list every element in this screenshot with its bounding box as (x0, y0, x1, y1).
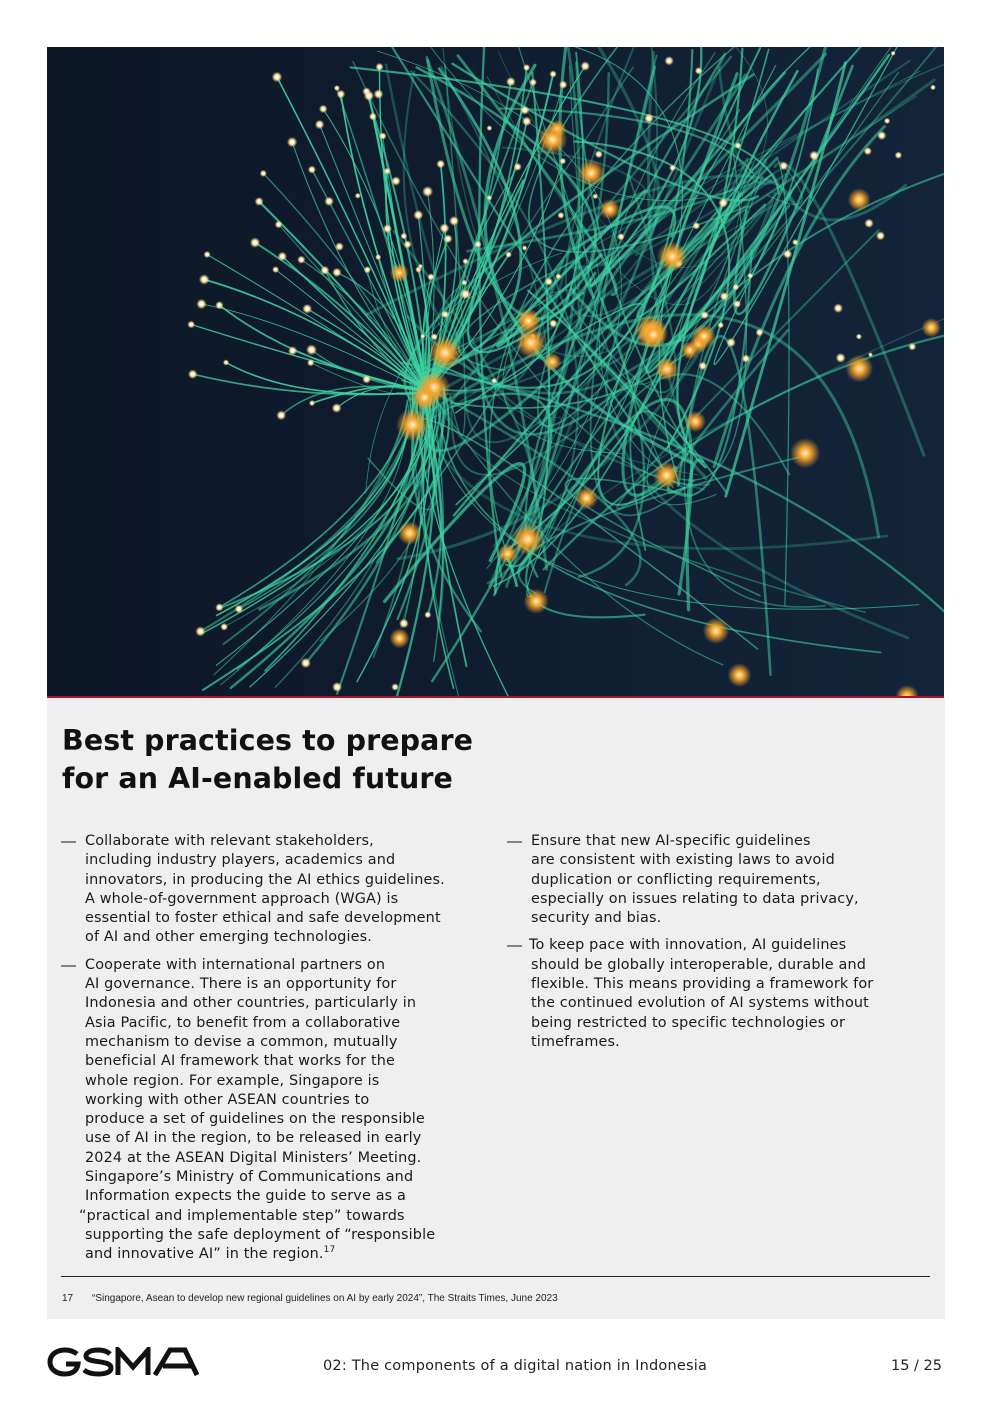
bullet-line: should be globally interoperable, durable and (531, 956, 867, 973)
glow-node (580, 61, 590, 71)
glow-node (444, 234, 453, 243)
bullet-line: Indonesia and other countries, particularly in (85, 995, 417, 1012)
glow-node (747, 273, 753, 279)
bullet-line: 2024 at the ASEAN Digital Ministers’ Meeting. (85, 1149, 422, 1166)
bullet-line: are consistent with existing laws to avoid (531, 852, 835, 869)
glow-node (516, 328, 546, 358)
bullet-line: especially on issues relating to data privacy, (531, 890, 859, 907)
footnote-divider (61, 1276, 930, 1277)
bullet-line: innovators, in producing the AI ethics guidelines. (85, 871, 445, 888)
glow-node (549, 70, 556, 77)
glow-node (196, 299, 206, 309)
glow-node (297, 256, 305, 264)
glow-node (735, 142, 742, 149)
bullet-line: beneficial AI framework that works for the (85, 1053, 396, 1070)
bullet-line: A whole-of-government approach (WGA) is (85, 890, 399, 907)
bullet-line: produce a set of guidelines on the responsible (85, 1111, 425, 1128)
bullet-line: Information expects the guide to serve as a (85, 1188, 407, 1205)
glow-node (427, 273, 434, 280)
glow-node (845, 355, 873, 383)
glow-node (420, 334, 425, 339)
footnote-reference[interactable]: 17 (323, 1245, 336, 1256)
glow-node (315, 120, 325, 130)
glow-node (332, 682, 342, 692)
glow-node (560, 158, 567, 165)
glow-node (538, 125, 568, 155)
glow-node (384, 168, 391, 175)
glow-node (732, 284, 739, 291)
glow-node (895, 152, 902, 159)
glow-node (703, 618, 729, 644)
bullet-line: essential to foster ethical and safe development (85, 910, 441, 927)
bullet-line: the continued evolution of AI systems without (531, 995, 869, 1012)
glow-node (307, 359, 314, 366)
glow-node (809, 151, 819, 161)
glow-node (441, 310, 449, 318)
glow-node (487, 195, 493, 201)
glow-node (404, 240, 412, 248)
bullet-line: use of AI in the region, to be released in early (85, 1130, 422, 1147)
glow-node (856, 334, 862, 340)
glow-node (742, 354, 751, 363)
glow-node (424, 611, 431, 618)
heading-line-2: for an AI-enabled future (62, 762, 453, 795)
bullet-line: Ensure that new AI-specific guidelines (531, 833, 811, 849)
bullet-dash: — (507, 937, 522, 955)
glow-node (302, 304, 312, 314)
bullet-line: Asia Pacific, to benefit from a collaborative (85, 1014, 401, 1031)
glow-node (364, 91, 374, 101)
left-column (61, 832, 501, 1273)
glow-node (728, 663, 752, 687)
glow-node (930, 85, 936, 91)
footnote-number: 17 (62, 1293, 74, 1304)
bullet-ensure-consistency (507, 832, 927, 928)
glow-node (543, 353, 561, 371)
glow-node (505, 251, 512, 258)
glow-node (545, 278, 553, 286)
glow-node (188, 369, 198, 379)
glow-node (592, 193, 598, 199)
glow-node (700, 311, 708, 319)
bullet-dash: — (61, 956, 76, 974)
glow-node (383, 224, 392, 233)
bullet-line: of AI and other emerging technologies. (85, 929, 373, 946)
glow-node (720, 292, 729, 301)
glow-node (260, 170, 267, 177)
glow-node (309, 400, 315, 406)
glow-node (506, 77, 516, 87)
gsma-logo[interactable] (47, 1347, 199, 1377)
glow-node (308, 166, 316, 174)
glow-node (600, 199, 620, 219)
glow-node (418, 264, 423, 269)
glow-node (783, 249, 792, 258)
glow-node (718, 198, 728, 208)
glow-node (559, 81, 567, 89)
bullet-line-text: and innovative AI” in the region. (85, 1246, 324, 1263)
bullet-line: duplication or conflicting requirements, (531, 871, 821, 888)
bullet-line: Collaborate with relevant stakeholders, (85, 833, 374, 849)
bullet-line-last (85, 1245, 501, 1264)
glow-node (319, 105, 328, 114)
bullet-line: whole region. For example, Singapore is (85, 1072, 380, 1089)
glow-node (664, 56, 673, 65)
glow-node (884, 118, 890, 124)
bullet-line: Singapore’s Ministry of Communications and (85, 1169, 414, 1186)
glow-node (779, 161, 788, 170)
page-number: 15 / 25 (890, 1358, 942, 1374)
footnote-text: “Singapore, Asean to develop new regional guidelines on AI by early 2024”, The Straits Times, June 2023 (92, 1293, 558, 1304)
glow-node (306, 344, 317, 355)
glow-node (332, 268, 341, 277)
glow-node (848, 188, 871, 211)
glow-node (891, 51, 896, 56)
glow-node (520, 106, 529, 115)
bullet-keep-pace (507, 936, 927, 1052)
glow-node (272, 72, 283, 83)
glow-node (320, 266, 329, 275)
glow-node (868, 352, 873, 357)
glow-node (324, 197, 334, 207)
glow-node (235, 605, 244, 614)
glow-node (695, 67, 703, 75)
glow-node (639, 320, 668, 349)
bullet-line: supporting the safe deployment of “responsible (85, 1226, 436, 1243)
right-column (507, 832, 927, 1060)
glow-node (595, 150, 603, 158)
glow-node (474, 241, 481, 248)
glow-node (549, 319, 557, 327)
glow-node (374, 89, 384, 99)
glow-node (692, 324, 716, 348)
glow-node (726, 338, 736, 348)
glow-node (461, 280, 467, 286)
glow-node (215, 301, 223, 309)
glow-node (288, 346, 297, 355)
glow-node (864, 219, 873, 228)
glow-node (653, 462, 680, 489)
glow-node (644, 114, 654, 124)
glow-node (287, 137, 297, 147)
glow-node (692, 222, 700, 230)
bullet-dash: — (507, 833, 522, 850)
glow-node (220, 623, 228, 631)
glow-node (578, 159, 605, 186)
glow-node (836, 353, 846, 363)
glow-node (195, 626, 205, 636)
bullet-line: mechanism to devise a common, mutually (85, 1033, 398, 1050)
glow-node (278, 252, 287, 261)
bullet-line: being restricted to specific technologies or (531, 1014, 846, 1031)
glow-node (555, 273, 561, 279)
glow-node (396, 408, 429, 441)
glow-node (375, 63, 383, 71)
glow-node (699, 362, 708, 371)
glow-node (275, 221, 283, 229)
glow-node (756, 328, 764, 336)
bullet-line: working with other ASEAN countries to (85, 1091, 370, 1108)
glow-node (335, 242, 344, 251)
content-panel (47, 698, 945, 1319)
glow-node (391, 683, 399, 691)
glow-node (375, 254, 381, 260)
bullet-line: AI governance. There is an opportunity for (85, 976, 397, 993)
glow-node (422, 186, 433, 197)
glow-node (223, 359, 229, 365)
neural-network-illustration (47, 47, 944, 698)
glow-node (411, 384, 438, 411)
glow-node (529, 79, 537, 87)
glow-node (187, 321, 195, 329)
glow-node (276, 410, 286, 420)
glow-node (523, 64, 530, 71)
glow-node (524, 589, 549, 614)
glow-node (491, 378, 497, 384)
glow-node (428, 336, 462, 370)
heading-line-1: Best practices to prepare (62, 724, 474, 757)
glow-node (922, 318, 941, 337)
footer-section-title: 02: The components of a digital nation in Indonesia (323, 1358, 708, 1374)
bullet-line: Cooperate with international partners on (85, 956, 386, 973)
glow-node (334, 85, 340, 91)
glow-node (400, 233, 407, 240)
glow-node (272, 266, 279, 273)
glow-node (436, 160, 445, 169)
glow-node (514, 163, 522, 171)
glow-node (733, 300, 741, 308)
glow-node (399, 619, 409, 629)
glow-node (790, 438, 820, 468)
section-heading (62, 722, 582, 798)
glow-node (833, 303, 843, 313)
glow-node (390, 263, 409, 282)
glow-node (657, 241, 687, 271)
glow-node (685, 411, 706, 432)
bullet-line: security and bias. (531, 910, 662, 927)
glow-node (413, 210, 423, 220)
glow-node (669, 164, 676, 171)
glow-node (390, 628, 410, 648)
bullet-line: timeframes. (531, 1033, 620, 1050)
bullet-dash: — (61, 833, 76, 850)
glow-node (379, 132, 387, 140)
glow-node (398, 521, 422, 545)
glow-node (355, 193, 361, 199)
glow-node (462, 258, 468, 264)
glow-node (204, 251, 211, 258)
bullet-line: flexible. This means providing a framework for (531, 976, 874, 993)
glow-node (250, 237, 260, 247)
glow-node (522, 117, 532, 127)
glow-node (449, 216, 459, 226)
bullet-line: including industry players, academics and (85, 852, 396, 869)
glow-node (655, 357, 678, 380)
footnote (62, 1293, 558, 1304)
glow-node (876, 231, 885, 240)
glow-node (792, 239, 798, 245)
glow-node (512, 523, 544, 555)
glow-node (215, 603, 223, 611)
glow-node (908, 343, 916, 351)
glow-node (391, 176, 400, 185)
glow-node (487, 125, 493, 131)
glow-node (332, 403, 342, 413)
glow-node (877, 131, 886, 140)
glow-node (199, 274, 210, 285)
hero-image (47, 47, 944, 698)
glow-node (362, 375, 371, 384)
glow-node (617, 233, 624, 240)
glow-node (864, 147, 872, 155)
bullet-cooperate-international (61, 956, 501, 1265)
glow-node (301, 658, 311, 668)
glow-node (522, 245, 527, 250)
glow-node (460, 289, 470, 299)
glow-node (439, 223, 449, 233)
bullet-line: To keep pace with innovation, AI guidelines (529, 937, 847, 954)
glow-node (369, 113, 377, 121)
glow-node (557, 212, 564, 219)
bullet-line: “practical and implementable step” towards (79, 1207, 405, 1224)
bullet-collaborate-stakeholders (61, 832, 501, 948)
glow-node (255, 197, 264, 206)
glow-node (364, 266, 371, 273)
glow-node (717, 322, 724, 329)
glow-node (575, 487, 598, 510)
